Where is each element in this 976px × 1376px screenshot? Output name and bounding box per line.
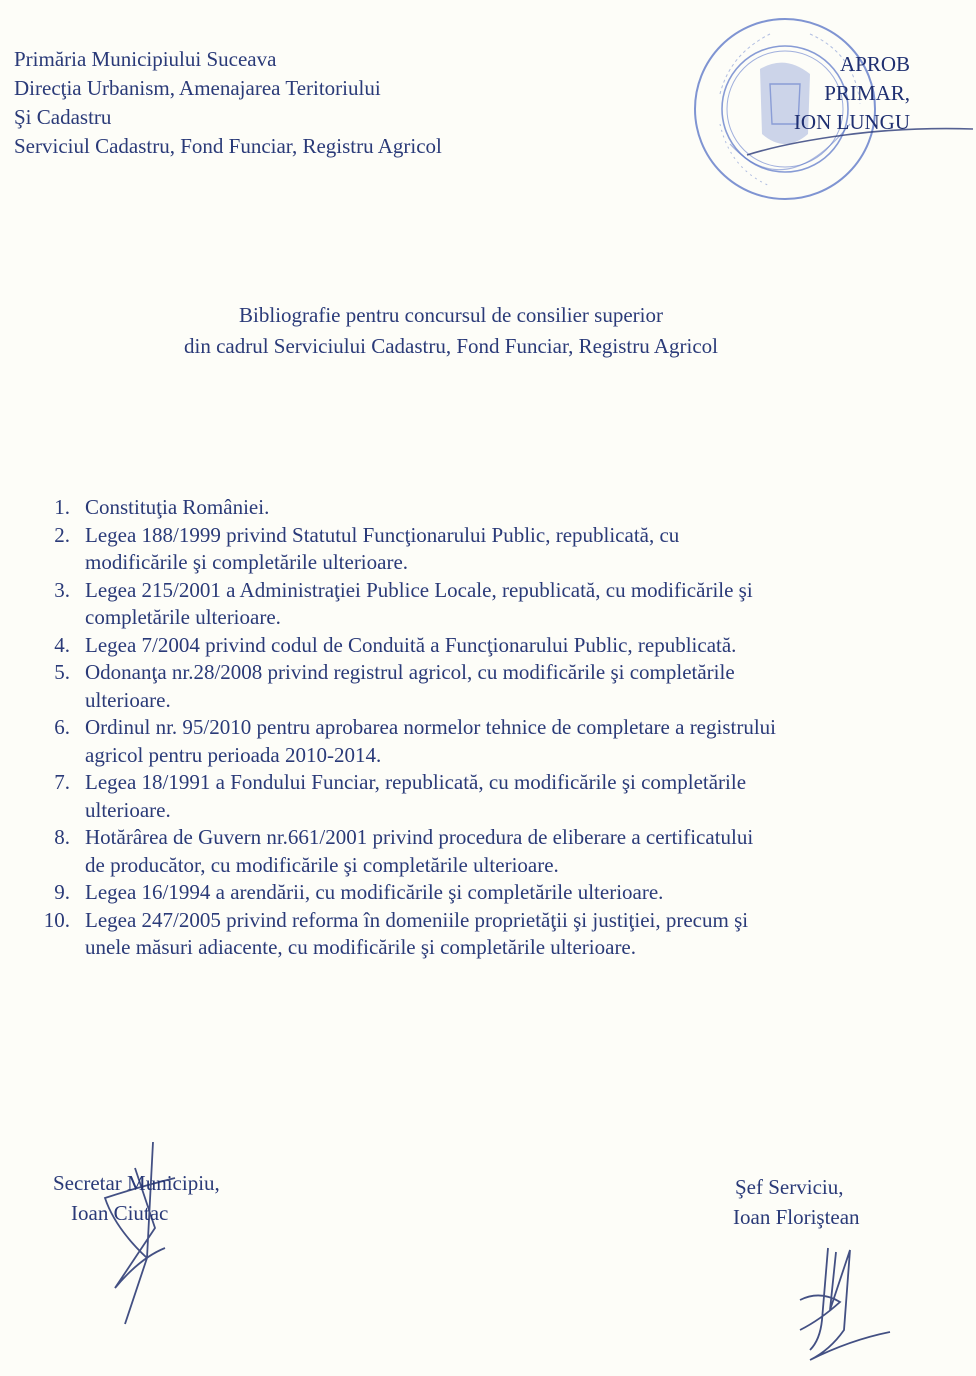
handwritten-signature-left [95, 1138, 185, 1328]
item-text: agricol pentru perioada 2010-2014. [85, 742, 382, 767]
document-title [0, 300, 902, 362]
signature-block-head [733, 1172, 860, 1232]
item-text: ulterioare. [85, 797, 171, 822]
item-number: 6. [54, 715, 70, 739]
item-text: unele măsuri adiacente, cu modificările şi completările ulterioare. [85, 935, 637, 959]
signatory-name: Ioan Florіştean [733, 1205, 860, 1229]
item-number: 8. [54, 825, 70, 849]
item-text: Legea 247/2005 privind reforma în domeniile proprietăţii şi justiţiei, precum şi [85, 907, 749, 932]
list-item [40, 824, 870, 879]
list-item [40, 577, 870, 632]
list-item [40, 659, 870, 714]
list-item [40, 769, 870, 824]
signatory-title: Secretar Municipiu, [53, 1171, 220, 1195]
item-number: 1. [54, 495, 70, 519]
item-text: modificările şi completările ulterioare. [85, 550, 409, 574]
approval-role: PRIMAR, [824, 81, 910, 105]
item-number: 5. [54, 660, 70, 684]
item-text: Legea 18/1991 a Fondului Funciar, republicată, cu modificările şi completările [85, 770, 747, 794]
header-directorate-cont: Şi Cadastru [14, 105, 112, 129]
header-directorate: Direcţia Urbanism, Amenajarea Teritoriului [14, 76, 381, 100]
signatory-name: Ioan Ciutac [71, 1201, 169, 1225]
approval-block [780, 50, 910, 137]
item-text: Legea 16/1994 a arendării, cu modificările şi completările ulterioare. [85, 880, 664, 904]
item-number: 4. [54, 632, 70, 657]
bibliography-list [40, 494, 870, 962]
approval-signature-stroke [745, 125, 975, 165]
header-service: Serviciul Cadastru, Fond Funciar, Registru Agricol [14, 134, 442, 158]
item-text: completările ulterioare. [85, 605, 281, 629]
list-item [40, 714, 870, 769]
approval-name: ION LUNGU [793, 110, 910, 134]
item-number: 7. [54, 770, 70, 794]
list-item [40, 907, 870, 962]
list-item [40, 522, 870, 577]
handwritten-signature-right [780, 1240, 900, 1370]
item-text: Ordinul nr. 95/2010 pentru aprobarea normelor tehnice de completare a registrului [85, 715, 777, 739]
item-text: Hotărârea de Guvern nr.661/2001 privind procedura de eliberare a certificatului [85, 825, 754, 849]
item-number: 3. [54, 577, 70, 602]
item-number: 10. [43, 907, 70, 932]
item-text: Constituţia României. [85, 495, 270, 519]
item-number: 9. [54, 880, 70, 904]
item-text: de producător, cu modificările şi completările ulterioare. [85, 852, 559, 877]
approval-label: APROB [839, 52, 910, 76]
item-text: Legea 7/2004 privind codul de Conduită a Funcţionarului Public, republicată. [85, 632, 737, 657]
header-institution: Primăria Municipiului Suceava [14, 47, 277, 71]
issuer-header [14, 45, 442, 161]
item-text: Odonanţa nr.28/2008 privind registrul agricol, cu modificările şi completările [85, 660, 735, 684]
item-text: Legea 188/1999 privind Statutul Funcţionarului Public, republicată, cu [85, 522, 680, 547]
list-item [40, 494, 870, 522]
signatory-title: Şef Serviciu, [735, 1175, 844, 1199]
item-text: Legea 215/2001 a Administraţiei Publice Locale, republicată, cu modificările şi [85, 577, 753, 602]
list-item [40, 632, 870, 660]
item-text: ulterioare. [85, 687, 171, 712]
title-line-2: din cadrul Serviciului Cadastru, Fond Funciar, Registru Agricol [184, 334, 718, 358]
item-number: 2. [54, 522, 70, 547]
list-item [40, 879, 870, 907]
title-line-1: Bibliografie pentru concursul de consilier superior [239, 303, 663, 327]
